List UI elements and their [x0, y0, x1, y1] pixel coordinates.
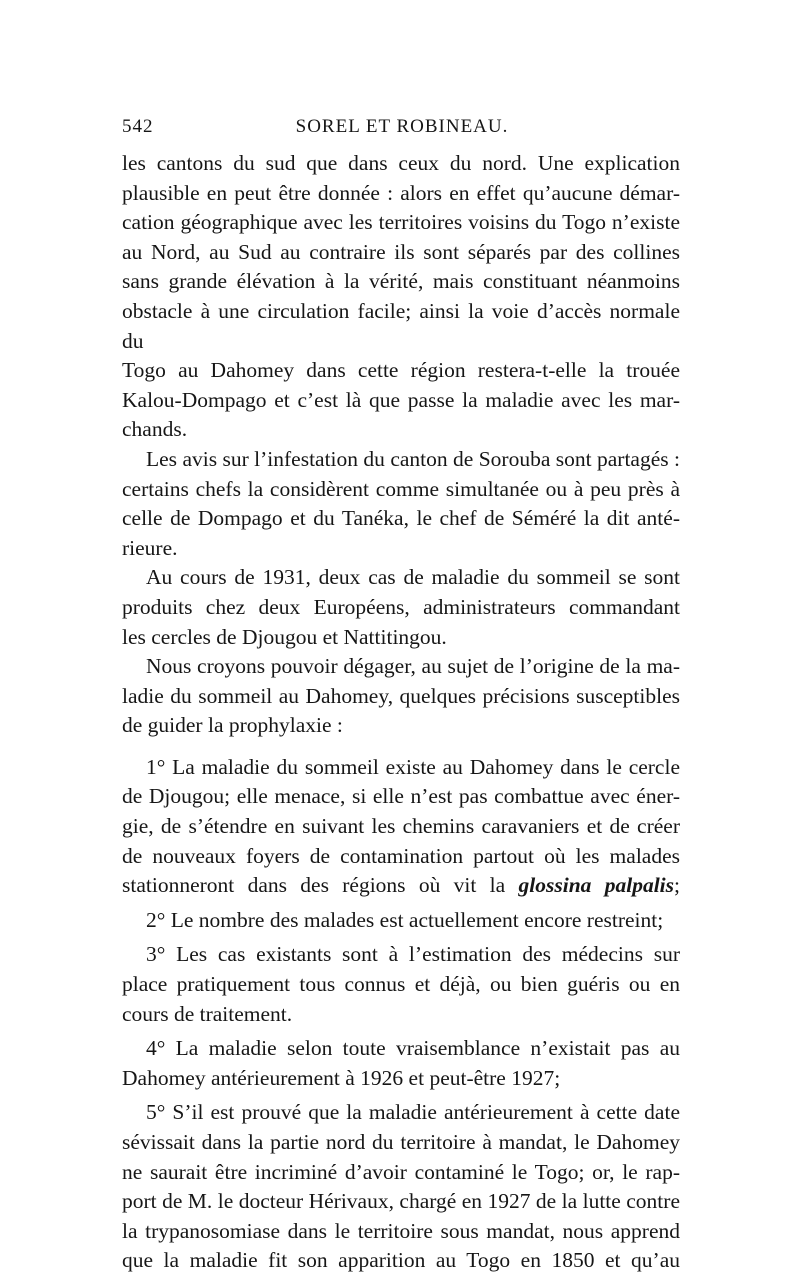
text-line: plausible en peut être donnée : alors en effet qu’aucune démar- [122, 180, 680, 205]
text-line: 3° Les cas existants sont à l’estimation des médecins sur [146, 942, 680, 967]
page-header [122, 116, 682, 142]
text-line: Togo au Dahomey dans cette région restera-t-elle la trouée [122, 358, 680, 383]
text-line [122, 871, 680, 901]
text-line: de Djougou; elle menace, si elle n’est pas combattue avec éner- [122, 784, 680, 809]
text-line: produits chez deux Européens, administrateurs commandant [122, 594, 680, 619]
text-line: 2° Le nombre des malades est actuellement encore restreint; [146, 907, 664, 932]
text-line: port de M. le docteur Hérivaux, chargé en 1927 de la lutte contre [122, 1189, 680, 1214]
text-line: obstacle à une circulation facile; ainsi la voie d’accès normale du [122, 298, 680, 353]
text-line: rieure. [122, 535, 178, 560]
text-line: celle de Dompago et du Tanéka, le chef de Séméré la dit anté- [122, 506, 680, 531]
text-line: de guider la prophylaxie : [122, 713, 343, 738]
text-line: Les avis sur l’infestation du canton de Sorouba sont partagés : [146, 446, 680, 471]
page-number: 542 [122, 116, 154, 137]
text-line: au Nord, au Sud au contraire ils sont séparés par des collines [122, 239, 680, 264]
body-text [122, 149, 680, 1276]
text-line: gie, de s’étendre en suivant les chemins caravaniers et de créer [122, 814, 680, 839]
text-line: ne saurait être incriminé d’avoir contaminé le Togo; or, le rap- [122, 1159, 680, 1184]
text-line: Kalou-Dompago et c’est là que passe la maladie avec les mar- [122, 387, 680, 412]
text-line: Dahomey antérieurement à 1926 et peut-être 1927; [122, 1065, 561, 1090]
text-line: que la maladie fit son apparition au Togo en 1850 et qu’au [122, 1248, 680, 1273]
text-line: 1° La maladie du sommeil existe au Dahomey dans le cercle [146, 754, 680, 779]
text-line: les cercles de Djougou et Nattitingou. [122, 624, 447, 649]
line-punctuation: ; [674, 873, 680, 898]
species-name: glossina palpalis [518, 873, 675, 898]
text-line: sans grande élévation à la vérité, mais constituant néanmoins [122, 269, 680, 294]
text-line: 4° La maladie selon toute vraisemblance n’existait pas au [146, 1036, 680, 1061]
text-line: sévissait dans la partie nord du territoire à mandat, le Dahomey [122, 1130, 680, 1154]
running-title: SOREL ET ROBINEAU. [295, 116, 509, 137]
text-line: Au cours de 1931, deux cas de maladie du sommeil se sont [146, 565, 680, 590]
text-line: la trypanosomiase dans le territoire sous mandat, nous apprend [122, 1218, 680, 1243]
text-line: chands. [122, 417, 188, 442]
text-line: de nouveaux foyers de contamination partout où les malades [122, 843, 680, 868]
line-text: stationneront dans des régions où vit la [122, 873, 506, 898]
text-line: place pratiquement tous connus et déjà, ou bien guéris ou en [122, 972, 680, 997]
text-line: ladie du sommeil au Dahomey, quelques précisions susceptibles [122, 683, 680, 708]
text-line: cation géographique avec les territoires voisins du Togo n’existe [122, 210, 680, 235]
text-line: certains chefs la considèrent comme simultanée ou à peu près à [122, 476, 680, 501]
text-line: Nous croyons pouvoir dégager, au sujet de l’origine de la ma- [146, 654, 680, 679]
text-line: les cantons du sud que dans ceux du nord. Une explication [122, 151, 680, 175]
text-line: 5° S’il est prouvé que la maladie antérieurement à cette date [146, 1100, 680, 1125]
text-line: cours de traitement. [122, 1001, 293, 1026]
